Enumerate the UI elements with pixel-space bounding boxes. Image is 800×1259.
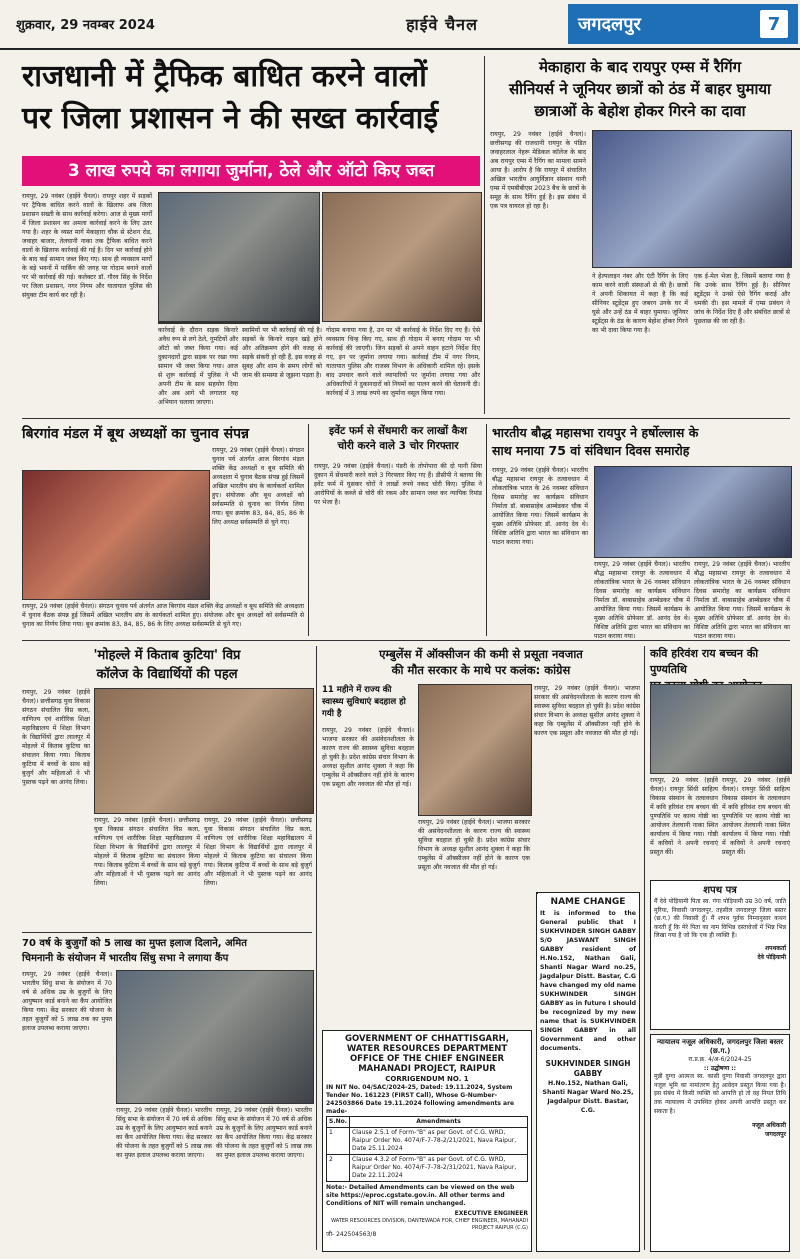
row-text: Clause 4.3.2 of Form-"B" as per Govt. of C.G. WRD, Raipur Order No. 4074/F-7-78-2/31/2021, Nava Raipur, Date 22.11.2024: [350, 1155, 528, 1182]
table-head-amend: Amendments: [350, 1117, 528, 1128]
kavi-photo: [650, 684, 792, 774]
tender-note: Note:- Detailed Amendments can be viewed on the web site https://eproc.cgstate.gov.in. All other terms and Conditions of NIT will remain unchanged.: [326, 1184, 515, 1207]
tender-signer-sub: WATER RESOURCES DIVISION, DANTEWADA FOR, CHIEF ENGINEER, MAHANADI PROJECT RAIPUR (C.G): [331, 1218, 528, 1231]
story-constitution: [492, 424, 790, 460]
page-number: 7: [760, 10, 788, 38]
story-ragging-text-a: रायपुर, 29 नवंबर (हाईवे चैनल)। छत्तीसगढ़ की राजधानी रायपुर के पंडित जवाहरलाल नेहरू मेडिकल कॉलेज के बाद अब रायपुर एम्स में रैगिंग का मामला सामने आया है। आरोप है कि रायपुर में संचालित अखिल भारतीय आयुर्विज्ञान संस्थान यानी एम्स में एमबीबीएस 2023 बैच के छात्रों के समूह के साथ रैगिंग हुई है। इस संबंध में एक पत्र वायरल हो रहा है।: [490, 131, 586, 210]
story-theft-text: रायपुर, 29 नवंबर (हाईवे चैनल)। पंडरी के तोपोपारा की दो पानी सिया दुकान में सेंधमारी करने वाले 3 गिरफ्तार किए गए हैं। डीसीपी ने बताया कि इवेंट फर्म में घुसकर चोरों ने लाखों रुपये नकद चोरी किए। पुलिस ने आरोपियों के कब्जे से चोरी की रकम और सामान जब्त कर न्यायिक रिमांड पर भेजा है।: [314, 463, 482, 506]
column-rule: [484, 56, 485, 414]
story-ambulance-text-2: रायपुर, 29 नवंबर (हाईवे चैनल)। भाजपा सरकार की असंवेदनशीलता के कारण राज्य की स्वास्थ्य सुविधा बदहाल हो चुकी है। प्रदेश कांग्रेस संचार विभाग के अध्यक्ष सुशील आनंद शुक्ला ने कहा कि एम्बुलेंस में ऑक्सीजन नहीं होने के कारण एक प्रसूता और नवजात की मौत हो गई।: [418, 819, 530, 871]
oath-sign: शपथकर्ता: [765, 944, 786, 952]
tender-notice: [322, 1030, 532, 1252]
story-theft-headline-2: चोरी करने वाले 3 चोर गिरफ्तार: [337, 440, 459, 452]
library-photo: [94, 688, 314, 814]
row-no: 1: [327, 1128, 350, 1155]
story-ambulance-pull-quote: 11 महीने में राज्य की स्वास्थ्य सुविधाएं बदहाल हो गयी है: [322, 685, 406, 719]
story-ragging-text-b: ने हेल्पलाइन नंबर और एंटी रैगिंग के लिए काम करने वाली संस्थाओं से की है। छात्रों ने अपनी शिकायत में कहा है कि कई सीनियर स्टूडेंट्स हुए जबरन उनके घर में घुसे और उन्हें ठंड में बाहर घुमाया। जूनियर स्टूडेंट्स के ठंड के कारण बेहोश होकर गिरने का भी दावा किया गया है।: [592, 273, 688, 334]
edition-bar: [568, 4, 798, 44]
oath-body: मैं देवे पोड़ियामी पिता स्व. गंगा पोड़ियामी उम्र 30 वर्ष, जाति मुरिया, निवासी जगदलपुर, तहसील जगदलपुर जिला बस्तर (छ.ग.) की निवासी हूँ। मैं शपथ पूर्वक निम्नानुसार कथन करती हूँ कि मेरे पिता का नाम विभिन्न दस्तावेजों में भिन्न भिन्न लिखा गया है जो कि एक ही व्यक्ति हैं।: [654, 898, 786, 940]
story-birgaon-headline: बिरगांव मंडल में बूथ अध्यक्षों का चुनाव संपन्न: [22, 426, 250, 442]
story-ragging-text-c: एक ई-मेल भेजा है, जिसमें बताया गया है कि उनके साथ रैगिंग हुई है। सीनियर स्टूडेंट्स ने उनसे ऐसे रैगिंग कराई और धमकी दी। इस मामले में एम्स प्रबंधन ने जांच के निर्देश दिए हैं और संबंधित छात्रों से पूछताछ की जा रही है।: [694, 273, 790, 325]
nazul-sign: नजूल अधिकारी: [752, 1122, 786, 1130]
tender-notice-line-3: OFFICE OF THE CHIEF ENGINEER: [349, 1054, 505, 1064]
row-rule-1: [22, 418, 790, 419]
row-text: Clause 2.5.1 of Form-"B" as per Govt. of C.G. WRD, Raipur Order No. 4074/F-7-78-2/21/2021, Nava Raipur, Date 25.11.2024: [350, 1128, 528, 1155]
story-library-text: रायपुर, 29 नवंबर (हाईवे चैनल)। छत्तीसगढ़ युवा विकास संगठन संचालित विप्र कला, वाणिज्य एवं शारीरिक शिक्षा महाविद्यालय में शिक्षा विभाग के विद्यार्थियों द्वारा लालपुर में मोहल्ले में किताब कुटिया का संचालन किया गया। किताब कुटिया में बच्चों के साथ बड़े बुजुर्ग और महिलाओं ने भी पुस्तक पढ़ने का आनंद लिया।: [22, 689, 90, 786]
leader-portrait: [418, 684, 532, 816]
story-theft-headline-1: इवेंट फर्म से सेंधमारी कर लाखों कैश: [329, 425, 467, 437]
story-traffic-subhead: 3 लाख रुपये का लगाया जुर्माना, ठेले और ऑटो किए जब्त: [22, 156, 480, 186]
tender-signer: EXECUTIVE ENGINEER: [454, 1210, 528, 1217]
story-library-text-2: रायपुर, 29 नवंबर (हाईवे चैनल)। छत्तीसगढ़ युवा विकास संगठन संचालित विप्र कला, वाणिज्य एवं शारीरिक शिक्षा महाविद्यालय में शिक्षा विभाग के विद्यार्थियों द्वारा लालपुर में मोहल्ले में किताब कुटिया का संचालन किया गया। किताब कुटिया में बच्चों के साथ बड़े बुजुर्ग और महिलाओं ने भी पुस्तक पढ़ने का आनंद लिया।: [94, 817, 200, 887]
story-ambulance: [322, 646, 640, 678]
table-row: [327, 1128, 528, 1155]
story-constitution-headline-2: साथ मनाया 75 वां संविधान दिवस समारोह: [492, 443, 690, 458]
story-ambulance-text: रायपुर, 29 नवंबर (हाईवे चैनल)। भाजपा सरकार की असंवेदनशीलता के कारण राज्य की स्वास्थ्य सुविधा बदहाल हो चुकी है। प्रदेश कांग्रेस संचार विभाग के अध्यक्ष सुशील आनंद शुक्ला ने कहा कि एम्बुलेंस में ऑक्सीजन नहीं होने के कारण एक प्रसूता और नवजात की मौत हो गई।: [322, 727, 414, 788]
story-sindhu-headline-1: 70 वर्ष के बुजुर्गों को 5 लाख का मुफ्त इलाज दिलाने, अमित: [22, 938, 247, 949]
story-sindhu: [22, 936, 312, 966]
oath-notice: [650, 880, 790, 1030]
tender-notice-line-4: MAHANADI PROJECT, RAIPUR: [358, 1064, 496, 1074]
story-traffic-text-d: गोदाम बनाया गया है, उन पर भी कार्रवाई के निर्देश दिए गए हैं। ऐसे व्यवसाय चिन्ह किए गए, साथ ही गोदाम में बनाए गोदाम पर भी कार्रवाई की जाएगी। जिन सड़कों से अपने वाहन हटाने निर्देश दिए गए, इन पर जुर्माना लगाया गया। कार्रवाई टीम में नगर निगम, यातायात पुलिस और राजस्व विभाग के अधिकारी शामिल रहे। इसके बाद उपचार करने वाले व्यापारियों पर जुर्माना लगाया गया और अधिकारियों ने दुकानदारों को नियमों का पालन करने की चेतावनी दी। कार्रवाई में 3 लाख रुपये का जुर्माना वसूल किया गया।: [326, 327, 480, 397]
story-sindhu-headline-2: चिमनानी के संयोजन में भारतीय सिंधु सभा ने लगाया कैंप: [22, 953, 229, 964]
traffic-photo-spacer: [158, 322, 320, 324]
paper-name: हाईवे चैनल: [406, 15, 478, 34]
story-kavi-text-2: रायपुर, 29 नवंबर (हाईवे चैनल)। रायपुर सिंधी साहित्य विकास संस्थान के तत्वावधान में कवि हरिवंश राय बच्चन की पुण्यतिथि पर काव्य गोष्ठी का आयोजन तेलघानी नाका स्थित कार्यालय में किया गया। गोष्ठी में कवियों ने अपनी रचनाएं प्रस्तुत कीं।: [722, 777, 790, 856]
name-change-address: H.No.152, Nathan Gali, Shanti Nagar Ward No.25, Jagdalpur Distt. Bastar, C.G.: [542, 1080, 634, 1114]
story-sindhu-text-2: रायपुर, 29 नवंबर (हाईवे चैनल)। भारतीय सिंधु सभा के संयोजन में 70 वर्ष से अधिक उम्र के बुजुर्गों के लिए आयुष्मान कार्ड बनाने का कैंप आयोजित किया गया। केंद्र सरकार की योजना के तहत बुजुर्गों को 5 लाख तक का मुफ्त इलाज उपलब्ध कराया जाएगा।: [116, 1107, 212, 1159]
story-constitution-text-3: रायपुर, 29 नवंबर (हाईवे चैनल)। भारतीय बौद्ध महासभा रायपुर के तत्वावधान में लोकतांत्रिक भारत के 26 नवम्बर संविधान दिवस समारोह का कार्यक्रम संविधान निर्माता डॉ. बाबासाहेब आम्बेडकर चौक में आयोजित किया गया। जिसमें कार्यक्रम के मुख्य अतिथि प्रोफेसर डॉ. आनंद देव थे। विशिष्ट अतिथि द्वारा भारत का संविधान का पाठन कराया गया।: [694, 561, 790, 640]
tender-ref: IN NIT No. 04/SAC/2024-25, Dated: 19.11.2024, System Tender No. 161223 (FIRST Call), Whose G-Number-242503866 Date 19.11.2024 following amendments are made-: [326, 1084, 515, 1115]
story-birgaon-text: रायपुर, 29 नवंबर (हाईवे चैनल)। संगठन चुनाव पर्व अंतर्गत आज बिरगांव मंडल शक्ति केंद्र अध्यक्षों व बूथ समिति की अध्यक्षता में चुनाव बैठक संपन्न हुई जिसमें अखिल भारतीय संघ के कार्यकर्ता शामिल हुए। संयोजक और बूथ अध्यक्षों को सर्वसम्मति से चुनाव का निर्णय लिया गया। बूथ क्रमांक 83, 84, 85, 86 के लिए अध्यक्ष सर्वसम्मति से चुने गए।: [22, 603, 304, 628]
story-sindhu-text-3: रायपुर, 29 नवंबर (हाईवे चैनल)। भारतीय सिंधु सभा के संयोजन में 70 वर्ष से अधिक उम्र के बुजुर्गों के लिए आयुष्मान कार्ड बनाने का कैंप आयोजित किया गया। केंद्र सरकार की योजना के तहत बुजुर्गों को 5 लाख तक का मुफ्त इलाज उपलब्ध कराया जाएगा।: [216, 1107, 312, 1159]
oath-title: शपथ पत्र: [703, 885, 737, 896]
row-rule-2: [22, 640, 790, 641]
spacer4: [536, 892, 538, 894]
story-traffic-text-a: रायपुर, 29 नवंबर (हाईवे चैनल)। रायपुर शहर में सड़कों पर ट्रैफिक बाधित करने वालों के खिलाफ अब जिला प्रशासन सख्ती के साथ कार्रवाई करेगा। आज से मुख्य मार्गों में जिला प्रशासन का अमला कार्रवाई करने के लिए उतर गया है। शहर के व्यस्त मार्ग मेकाहारा चौक से स्टेशन रोड, जवाहर बाजार, तेलघानी नाका तक ट्रैफिक बाधित करने वालों के खिलाफ कार्रवाई की गई है। दिन भर कार्रवाई होने के बाद कई सामान जब्त किए गए। साथ ही व्यवसाय मार्गों के बड़े भवनों में पार्किंग की जगह पर गोदाम बनाने वालों पर भी कार्रवाई की गई। कलेक्टर डॉ. गौरव सिंह के निर्देश पर जिला प्रशासन, नगर निगम और यातायात पुलिस की संयुक्त टीम कार्य कर रही है।: [22, 193, 152, 299]
name-change-notice: [536, 892, 640, 1252]
story-kavi-text: रायपुर, 29 नवंबर (हाईवे चैनल)। रायपुर सिंधी साहित्य विकास संस्थान के तत्वावधान में कवि हरिवंश राय बच्चन की पुण्यतिथि पर काव्य गोष्ठी का आयोजन तेलघानी नाका स्थित कार्यालय में किया गया। गोष्ठी में कवियों ने अपनी रचनाएं प्रस्तुत कीं।: [650, 777, 718, 856]
issue-date: शुक्रवार, 29 नवम्बर 2024: [16, 18, 155, 33]
traffic-photo-2: [322, 192, 482, 322]
story-ambulance-headline-1: एम्बुलेंस में ऑक्सीजन की कमी से प्रसूता नवजात: [379, 647, 583, 661]
story-constitution-text-2: रायपुर, 29 नवंबर (हाईवे चैनल)। भारतीय बौद्ध महासभा रायपुर के तत्वावधान में लोकतांत्रिक भारत के 26 नवम्बर संविधान दिवस समारोह का कार्यक्रम संविधान निर्माता डॉ. बाबासाहेब आम्बेडकर चौक में आयोजित किया गया। जिसमें कार्यक्रम के मुख्य अतिथि प्रोफेसर डॉ. आनंद देव थे। विशिष्ट अतिथि द्वारा भारत का संविधान का पाठन कराया गया।: [594, 561, 690, 640]
story-ragging-headline-3: छात्राओं के बेहोश होकर गिरने का दावा: [534, 102, 746, 120]
story-library-headline-1: 'मोहल्ले में किताब कुटिया' विप्र: [93, 648, 241, 663]
nazul-sub: :: उद्घोषणा ::: [703, 1064, 737, 1072]
story-traffic-text-c: स्वामियों पर भी कार्रवाई की गई है। सड़कों के किनारे वाहन खड़े होने और अतिक्रमण होने की वजह से सड़कें संकरी हो रही हैं, इस वजह से सुबह और शाम के समय लोगों को जाम की समस्या से जूझना पड़ता है।: [242, 327, 322, 379]
nazul-notice: [650, 1034, 790, 1252]
sindhu-photo: [116, 970, 314, 1104]
table-head-sno: S.No.: [327, 1117, 350, 1128]
story-ragging-headline-2: सीनियर्स ने जूनियर छात्रों को ठंड में बाहर घुमाया: [509, 80, 771, 98]
column-rule-2: [308, 424, 309, 636]
aims-photo: [592, 130, 792, 268]
name-change-title: NAME CHANGE: [550, 897, 626, 907]
story-ragging-headline-1: मेकाहारा के बाद रायपुर एम्स में रैगिंग: [538, 58, 742, 76]
story-library-headline-2: कॉलेज के विद्यार्थियों की पहल: [96, 667, 238, 682]
tender-notice-line-1: GOVERNMENT OF CHHATTISGARH,: [344, 1034, 510, 1044]
story-library: [22, 646, 312, 684]
row-no: 2: [327, 1155, 350, 1182]
corrigendum-label: CORRIGENDUM NO. 1: [385, 1075, 469, 1083]
column-rule-3: [486, 424, 487, 636]
story-ambulance-headline-2: की मौत सरकार के माथे पर कलंक: कांग्रेस: [391, 663, 571, 677]
story-ragging: [490, 56, 790, 122]
column-rule-4: [316, 646, 317, 1250]
birgaon-photo: [22, 470, 210, 600]
story-kavi-headline-1: कवि हरिवंश राय बच्चन की पुण्यतिथि: [650, 647, 759, 676]
nazul-sign-place: जगदलपुर: [765, 1130, 786, 1138]
nazul-case: रा.प्र.क्र. 4/अ-6/2024-25: [688, 1056, 752, 1063]
story-birgaon-text-right: रायपुर, 29 नवंबर (हाईवे चैनल)। संगठन चुनाव पर्व अंतर्गत आज बिरगांव मंडल शक्ति केंद्र अध्यक्षों व बूथ समिति की अध्यक्षता में चुनाव बैठक संपन्न हुई जिसमें अखिल भारतीय संघ के कार्यकर्ता शामिल हुए। संयोजक और बूथ अध्यक्षों को सर्वसम्मति से चुनाव का निर्णय लिया गया। बूथ क्रमांक 83, 84, 85, 86 के लिए अध्यक्ष सर्वसम्मति से चुने गए।: [212, 447, 304, 526]
column-rule-5: [644, 646, 645, 1250]
story-traffic-text-b: कार्रवाई के दौरान सड़क किनारे अवैध रूप से लगे ठेले, गुमटियों और ऑटो को जब्त किया गया। कई दुकानदारों द्वारा सड़क पर रखा गया सामान भी जब्त किया गया। आज से शुरू कार्रवाई में पुलिस ने भी अपनी टीम के साथ सहयोग दिया और अब आगे भी लगातार यह अभियान चलाया जाएगा।: [158, 327, 238, 406]
table-row: [327, 1155, 528, 1182]
tender-ro: जी- 242504563/8: [326, 1231, 377, 1238]
nazul-body: मुन्नी दुग्गा आत्मज स्व. कासी दुग्गा निवासी जगदलपुर द्वारा नजूल भूमि का नामांतरण हेतु आवेदन प्रस्तुत किया गया है। इस संबंध में किसी व्यक्ति को आपत्ति हो तो वह नियत तिथि तक न्यायालय में उपस्थित होकर अपनी आपत्ति प्रस्तुत कर सकता है।: [654, 1073, 786, 1115]
edition-city: जगदलपुर: [578, 14, 641, 35]
masthead: [0, 0, 800, 50]
name-change-body: It is informed to the General public that I SUKHVINDER SINGH GABBY S/O JASWANT SINGH GABBY resident of H.No.152, Nathan Gali, Shanti Nagar Ward no.25, Jagdalpur Distt. Bastar, C.G have changed my old name SUKHWINDER SINGH GABBY as in future I should be recognized by my new name that is SUKHVINDER SINGH GABBY in all Government and other documents.: [540, 910, 636, 1052]
story-sindhu-text: रायपुर, 29 नवंबर (हाईवे चैनल)। भारतीय सिंधु सभा के संयोजन में 70 वर्ष से अधिक उम्र के बुजुर्गों के लिए आयुष्मान कार्ड बनाने का कैंप आयोजित किया गया। केंद्र सरकार की योजना के तहत बुजुर्गों को 5 लाख तक का मुफ्त इलाज उपलब्ध कराया जाएगा।: [22, 971, 112, 1032]
nazul-title: न्यायालय नजूल अधिकारी, जगदलपुर जिला बस्तर (छ.ग.): [656, 1038, 784, 1055]
story-traffic-headline-2: पर जिला प्रशासन ने की सख्त कार्रवाई: [22, 101, 439, 136]
story-constitution-headline-1: भारतीय बौद्ध महासभा रायपुर ने हर्षोल्लास के: [492, 425, 699, 440]
story-library-text-3: रायपुर, 29 नवंबर (हाईवे चैनल)। छत्तीसगढ़ युवा विकास संगठन संचालित विप्र कला, वाणिज्य एवं शारीरिक शिक्षा महाविद्यालय में शिक्षा विभाग के विद्यार्थियों द्वारा लालपुर में मोहल्ले में किताब कुटिया का संचालन किया गया। किताब कुटिया में बच्चों के साथ बड़े बुजुर्ग और महिलाओं ने भी पुस्तक पढ़ने का आनंद लिया।: [204, 817, 312, 887]
story-traffic: [22, 56, 480, 140]
story-constitution-text: रायपुर, 29 नवंबर (हाईवे चैनल)। भारतीय बौद्ध महासभा रायपुर के तत्वावधान में लोकतांत्रिक भारत के 26 नवम्बर संविधान दिवस समारोह का कार्यक्रम संविधान निर्माता डॉ. बाबासाहेब आम्बेडकर चौक में आयोजित किया गया। जिसमें कार्यक्रम के मुख्य अतिथि प्रोफेसर डॉ. आनंद देव थे। विशिष्ट अतिथि द्वारा भारत का संविधान का पाठन कराया गया।: [492, 467, 588, 546]
story-ambulance-text-3: रायपुर, 29 नवंबर (हाईवे चैनल)। भाजपा सरकार की असंवेदनशीलता के कारण राज्य की स्वास्थ्य सुविधा बदहाल हो चुकी है। प्रदेश कांग्रेस संचार विभाग के अध्यक्ष सुशील आनंद शुक्ला ने कहा कि एम्बुलेंस में ऑक्सीजन नहीं होने के कारण एक प्रसूता और नवजात की मौत हो गई।: [534, 685, 640, 737]
row-rule-3: [22, 932, 312, 933]
name-change-signer: SUKHVINDER SINGH GABBY: [545, 1059, 631, 1078]
tender-notice-line-2: WATER RESOURCES DEPARTMENT: [346, 1044, 508, 1054]
amendments-table: [326, 1116, 528, 1182]
story-theft: [314, 424, 482, 454]
constitution-photo: [594, 466, 792, 558]
traffic-photo-1: [158, 192, 320, 322]
story-traffic-headline-1: राजधानी में ट्रैफिक बाधित करने वालों: [22, 59, 427, 94]
oath-sign-name: देवे पोड़ियामी: [757, 953, 786, 961]
